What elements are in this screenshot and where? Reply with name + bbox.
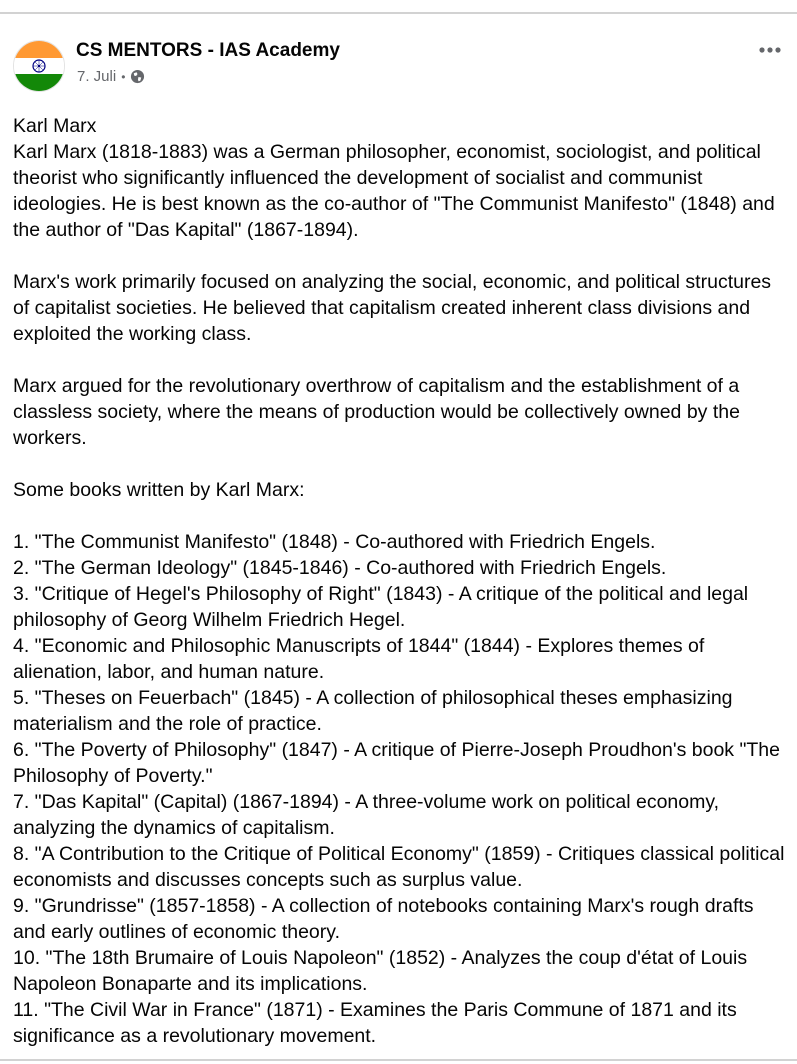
post-date[interactable]: 7. Juli — [77, 68, 117, 85]
book-item: 3. "Critique of Hegel's Philosophy of Right" (1843) - A critique of the political and legal philosophy of Georg Wilhelm Friedrich Hegel. — [13, 583, 749, 631]
post-paragraph-2: Marx's work primarily focused on analyzing the social, economic, and political structures of capitalist societies. He believed that capitalism created inherent class divisions and exploited the working class. — [13, 271, 772, 345]
book-item: 7. "Das Kapital" (Capital) (1867-1894) - A three-volume work on political economy, analyzing the dynamics of capitalism. — [13, 791, 720, 839]
more-options-button[interactable] — [755, 40, 785, 60]
meta-separator: • — [121, 69, 126, 84]
book-item: 2. "The German Ideology" (1845-1846) - Co-authored with Friedrich Engels. — [13, 557, 667, 579]
post-body — [13, 113, 788, 1049]
book-item: 10. "The 18th Brumaire of Louis Napoleon" (1852) - Analyzes the coup d'état of Louis Napoleon Bonaparte and its implications. — [13, 947, 748, 995]
book-item: 1. "The Communist Manifesto" (1848) - Co-authored with Friedrich Engels. — [13, 531, 656, 553]
post-title: Karl Marx — [13, 115, 97, 137]
post-header — [13, 38, 785, 94]
book-list — [13, 529, 788, 1049]
book-item: 4. "Economic and Philosophic Manuscripts of 1844" (1844) - Explores themes of alienation, labor, and human nature. — [13, 635, 705, 683]
book-item: 9. "Grundrisse" (1857-1858) - A collection of notebooks containing Marx's rough drafts and early outlines of economic theory. — [13, 895, 754, 943]
post-paragraph-3: Marx argued for the revolutionary overthrow of capitalism and the establishment of a classless society, where the means of production would be collectively owned by the workers. — [13, 375, 740, 449]
paragraph-gap — [13, 243, 788, 269]
top-divider — [0, 12, 797, 14]
post-intro: Karl Marx (1818-1883) was a German philosopher, economist, sociologist, and political theorist who significantly influenced the development of socialist and communist ideologies. He is best known as the co-author of "The Communist Manifesto" (1848) and the author of "Das Kapital" (1867-1894). — [13, 141, 775, 241]
book-item: 5. "Theses on Feuerbach" (1845) - A collection of philosophical theses emphasizing materialism and the role of practice. — [13, 687, 733, 735]
paragraph-gap — [13, 503, 788, 529]
bottom-divider — [0, 1059, 797, 1061]
avatar[interactable] — [13, 40, 65, 92]
books-heading: Some books written by Karl Marx: — [13, 479, 305, 501]
paragraph-gap — [13, 347, 788, 373]
more-options-icon — [758, 46, 782, 54]
page-name[interactable]: CS MENTORS - IAS Academy — [76, 40, 340, 61]
globe-icon — [130, 69, 145, 84]
book-item: 8. "A Contribution to the Critique of Political Economy" (1859) - Critiques classical political economists and discusses concepts such as surplus value. — [13, 843, 785, 891]
book-item: 6. "The Poverty of Philosophy" (1847) - A critique of Pierre-Joseph Proudhon's book "The Philosophy of Poverty." — [13, 739, 780, 787]
post-meta — [77, 68, 145, 85]
india-flag-icon — [14, 41, 64, 91]
paragraph-gap — [13, 451, 788, 477]
book-item: 11. "The Civil War in France" (1871) - Examines the Paris Commune of 1871 and its significance as a revolutionary movement. — [13, 999, 737, 1047]
